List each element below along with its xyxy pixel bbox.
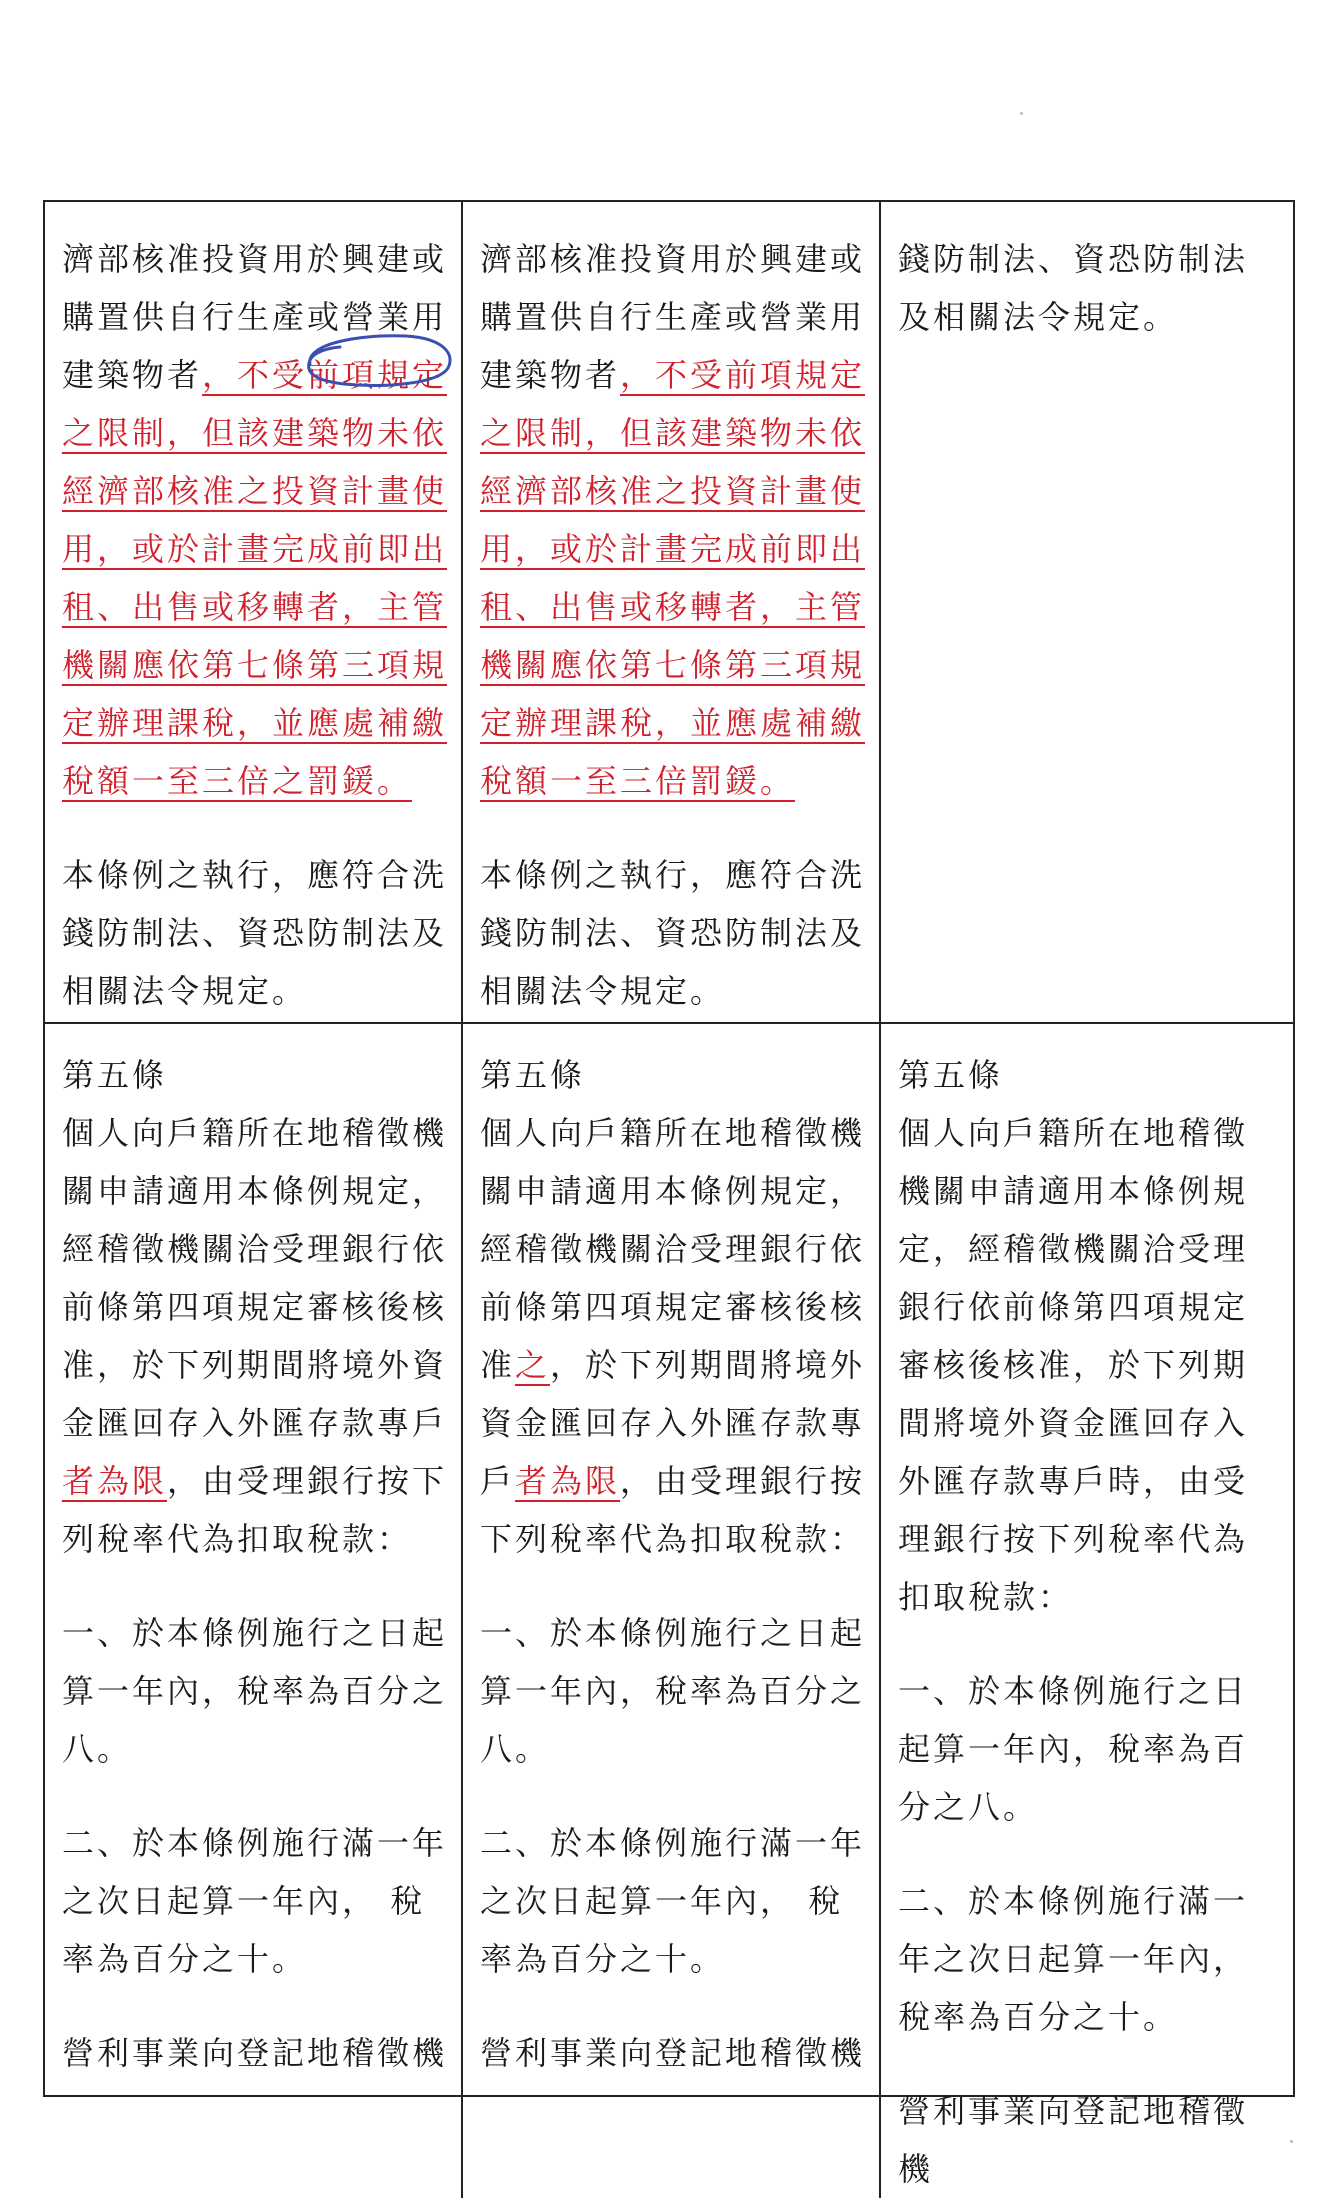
row1-col2-amendment-text: ，不受前項規定之限制，但該建築物未依經濟部核准之投資計畫使用，或於計畫完成前即出租、出售或移轉者，主管機關應依第七條第三項規定辦理課稅，並應處補繳稅額一至三倍罰鍰。: [480, 356, 866, 800]
row2-col1-next: 營利事業向登記地稽徵機: [62, 2034, 448, 2072]
row2-col1-item2: 二、於本條例施行滿一年之次日起算一年內， 稅率為百分之十。: [62, 1824, 448, 1978]
row1-col3-cell: [881, 202, 1293, 1022]
row2-col3-item2: 二、於本條例施行滿一年之次日起算一年內， 稅率為百分之十。: [898, 1882, 1262, 2036]
row2-col2-next: 營利事業向登記地稽徵機: [480, 2034, 866, 2072]
row2-col1-body-a: 個人向戶籍所在地稽徵機關申請適用本條例規定，經稽徵機關洽受理銀行依前條第四項規定審核後核准，於下列期間將境外資金匯回存入外匯存款專戶: [62, 1114, 448, 1442]
row2-col1-body: [62, 1104, 449, 1568]
row2-col3-next: 營利事業向登記地稽徵機: [898, 2092, 1249, 2188]
row2-col3-item1: 一、於本條例施行之日起算一年內，稅率為百分之八。: [898, 1672, 1249, 1826]
comparison-table: [43, 200, 1295, 2188]
row2-col2-heading: 第五條: [480, 1056, 586, 1094]
row2-col2-body-a: 個人向戶籍所在地稽徵機關申請適用本條例規定，經稽徵機關洽受理銀行依前條第四項規定審核後核准: [480, 1114, 866, 1384]
row1-col2-plain-text: 濟部核准投資用於興建或購置供自行生產或營業用建築物者: [480, 240, 866, 394]
row1-col1-amendment-text: ，不受前項規定之限制，但該建築物未依經濟部核准之投資計畫使用，或於計畫完成前即出租、出售或移轉者，主管機關應依第七條第三項規定辦理課稅，並應處補繳稅額一至三倍之罰鍰。: [62, 356, 448, 800]
row2-col2-amendment-2: 者為限: [515, 1462, 621, 1500]
row2-col3-body: 個人向戶籍所在地稽徵機關申請適用本條例規定，經稽徵機關洽受理銀行依前條第四項規定審核後核准，於下列期間將境外資金匯回存入外匯存款專戶時，由受理銀行按下列稅率代為扣取稅款：: [898, 1114, 1249, 1616]
row2-col2-item1: 一、於本條例施行之日起算一年內，稅率為百分之八。: [480, 1614, 866, 1768]
row2-col2-amendment-1: 之: [515, 1346, 551, 1384]
row2-col2-cell: [463, 1022, 881, 2198]
row2-col1-amendment-1: 者為限: [62, 1462, 168, 1500]
row2-col3-heading: 第五條: [898, 1056, 1004, 1094]
row2-col2-body-c: ，由受理銀行按下列稅率代為扣取稅款：: [480, 1462, 866, 1558]
row1-col2-para2: 本條例之執行，應符合洗錢防制法、資恐防制法及相關法令規定。: [480, 856, 866, 1010]
row2-col1-cell: [45, 1022, 463, 2198]
row2-col1-body-b: ，由受理銀行按下列稅率代為扣取稅款：: [62, 1462, 448, 1558]
row1-col1-plain-text: 濟部核准投資用於興建或購置供自行生產或營業用建築物者: [62, 240, 448, 394]
row2-col3-cell: [881, 1022, 1293, 2198]
row2-col1-heading: 第五條: [62, 1056, 168, 1094]
row1-col2-para1: [480, 230, 867, 810]
row1-col1-para1: [62, 230, 449, 810]
row2-col2-body-b: ，於下列期間將境外資金匯回存入外匯存款專戶: [480, 1346, 866, 1500]
row2-col1-item1: 一、於本條例施行之日起算一年內，稅率為百分之八。: [62, 1614, 448, 1768]
row1-col2-cell: [463, 202, 881, 1022]
row2-col2-body: [480, 1104, 867, 1568]
row1-col3-para1: 錢防制法、資恐防制法及相關法令規定。: [898, 240, 1249, 336]
row1-col1-para2: 本條例之執行，應符合洗錢防制法、資恐防制法及相關法令規定。: [62, 856, 448, 1010]
row2-col2-item2: 二、於本條例施行滿一年之次日起算一年內， 稅率為百分之十。: [480, 1824, 866, 1978]
scan-speck: [1020, 112, 1023, 115]
scan-speck: [1290, 2140, 1293, 2143]
row1-col1-cell: [45, 202, 463, 1022]
